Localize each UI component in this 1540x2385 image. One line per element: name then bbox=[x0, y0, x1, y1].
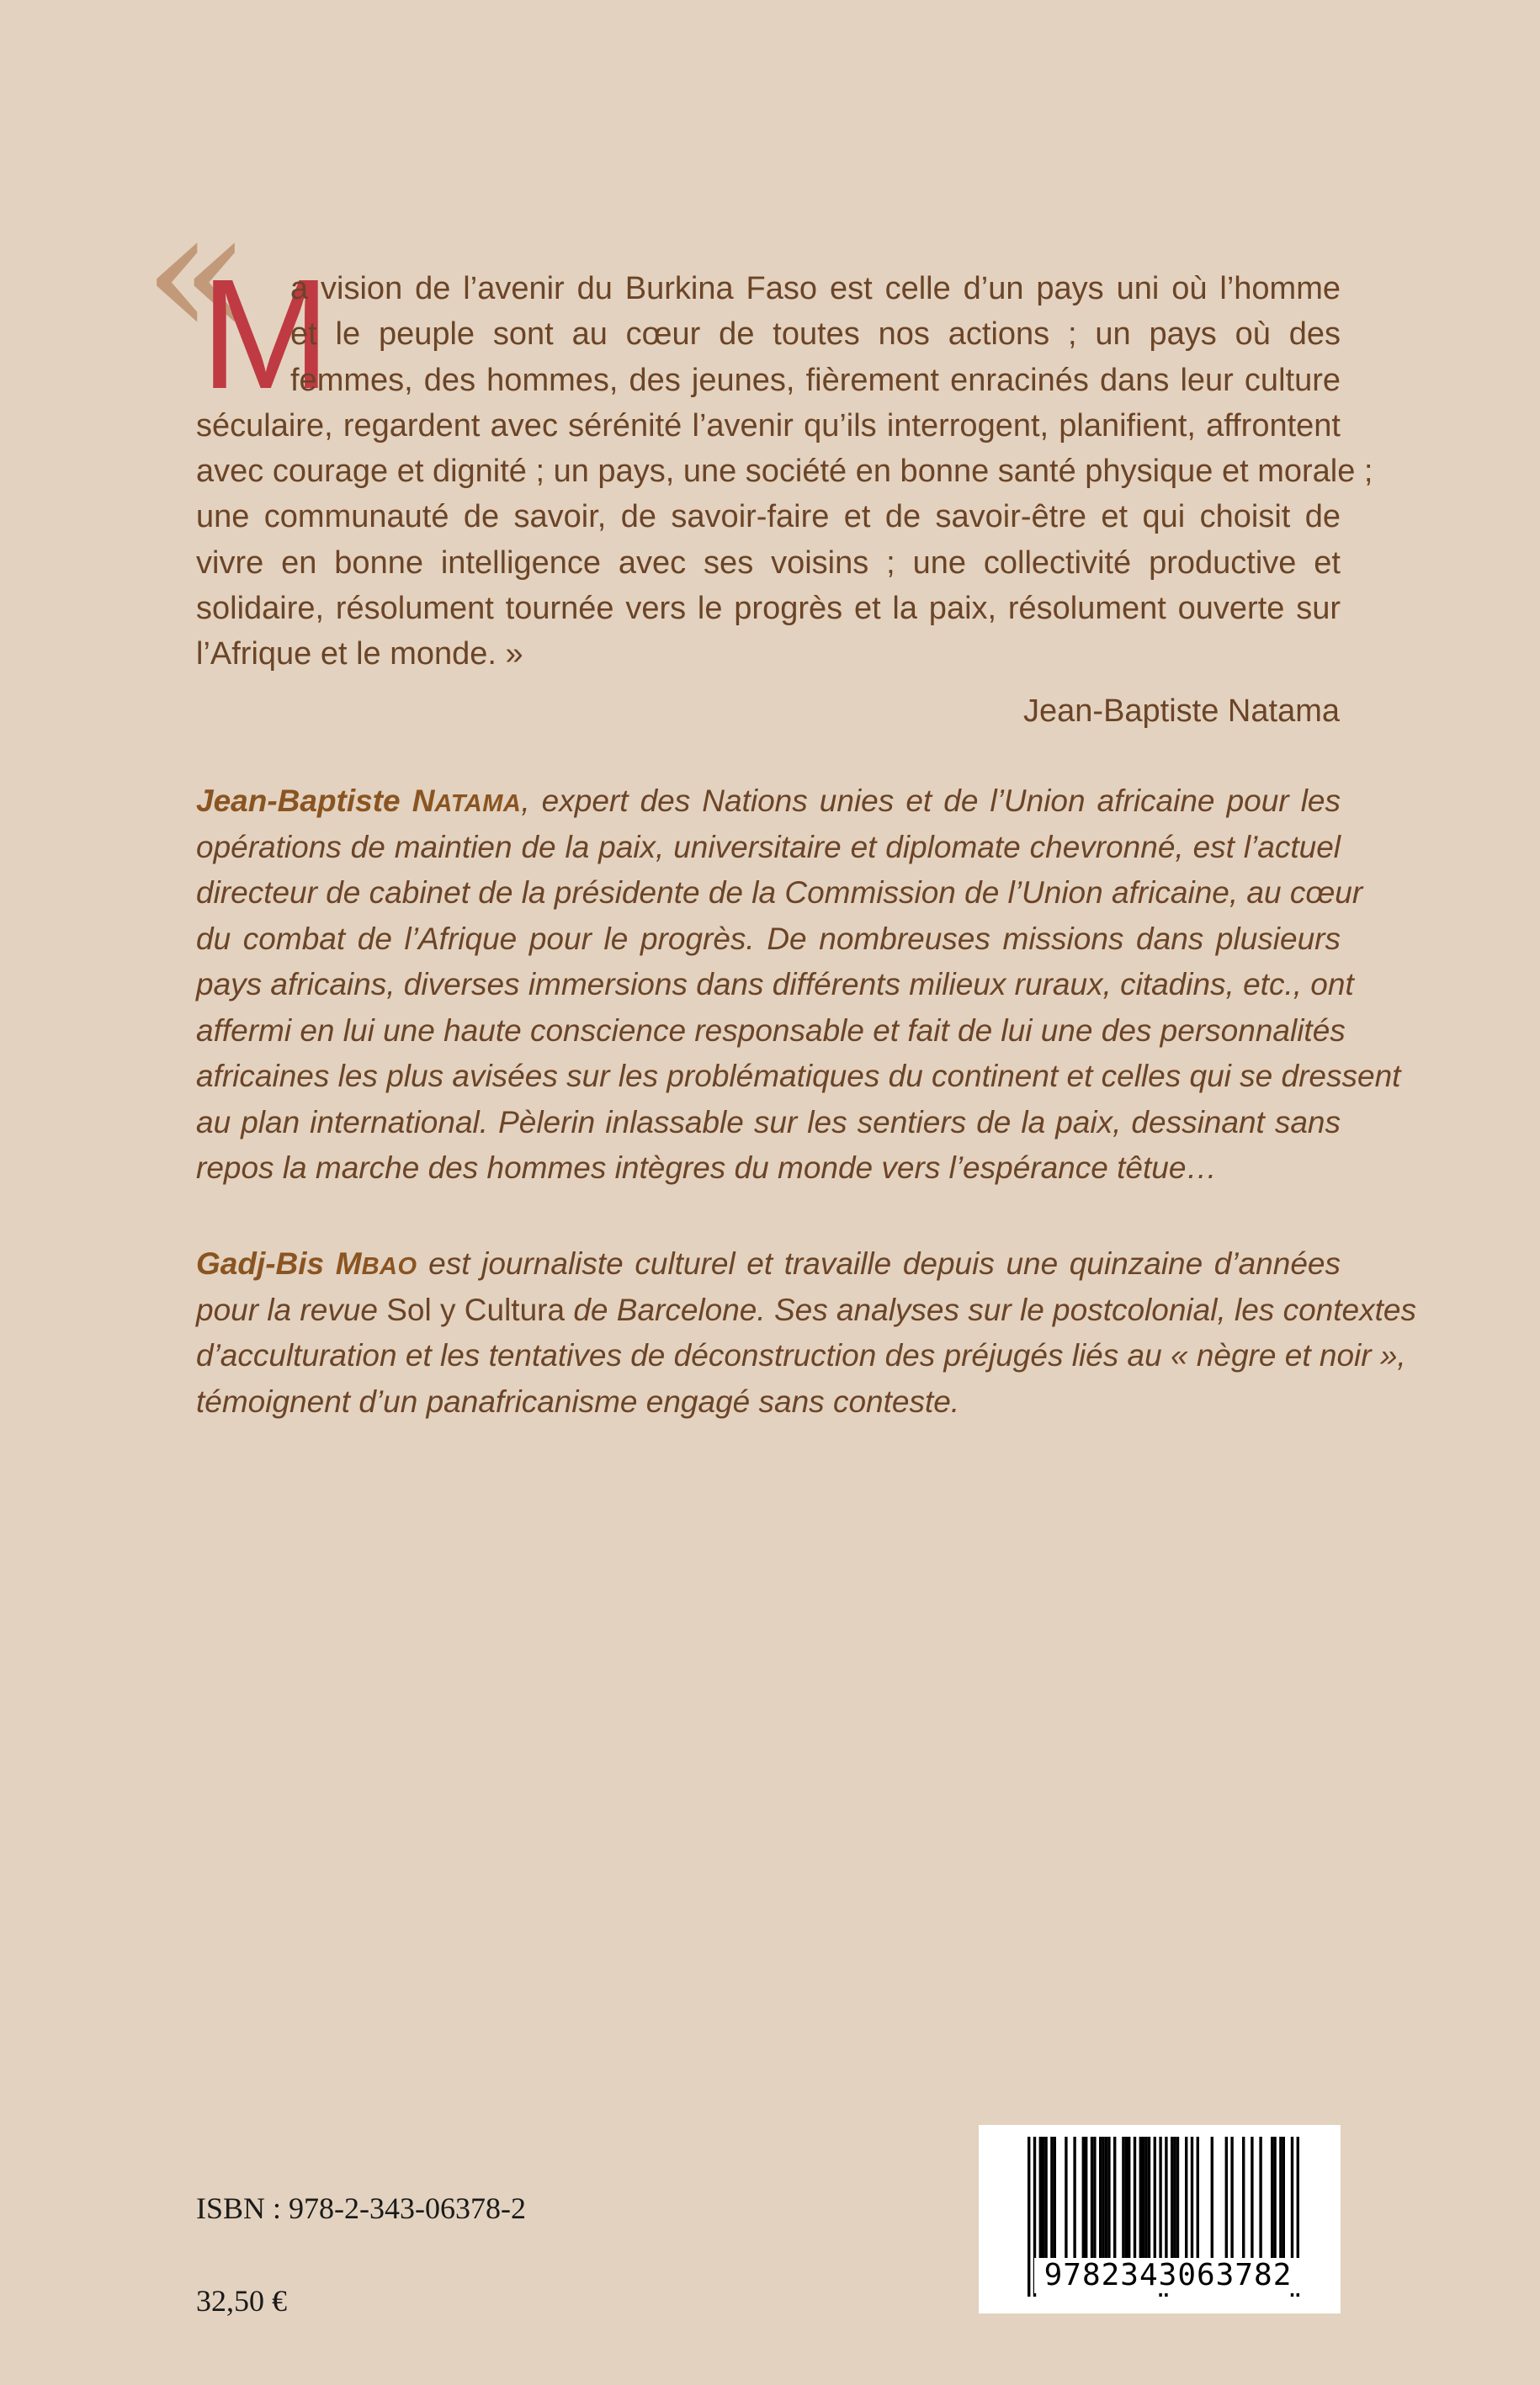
bio-line: Gadj-Bis MBAO est journaliste culturel et travaille depuis une quinzaine d’années bbox=[196, 1246, 1341, 1281]
barcode-bar bbox=[1171, 2137, 1173, 2263]
quote-attribution: Jean-Baptiste Natama bbox=[1023, 693, 1340, 729]
barcode-bar bbox=[1082, 2137, 1085, 2263]
price-text: 32,50 € bbox=[196, 2284, 287, 2318]
bio-line: repos la marche des hommes intègres du monde vers l’espérance têtue… bbox=[196, 1150, 1218, 1185]
quote-line: a vision de l’avenir du Burkina Faso est celle d’un pays uni où l’homme bbox=[290, 271, 1341, 306]
barcode-bar bbox=[1148, 2137, 1150, 2263]
barcode-bar bbox=[1197, 2137, 1199, 2263]
bio-line: Jean-Baptiste NATAMA, expert des Nations unies et de l’Union africaine pour les bbox=[196, 783, 1341, 818]
barcode-bar bbox=[1273, 2137, 1276, 2263]
opening-quote-mark: « bbox=[143, 170, 252, 376]
bio-line: témoignent d’un panafricanisme engagé sans conteste. bbox=[196, 1384, 960, 1419]
barcode-bar bbox=[1230, 2137, 1233, 2263]
quote-line: avec courage et dignité ; un pays, une société en bonne santé physique et morale ; bbox=[196, 454, 1373, 490]
barcode-bar bbox=[1128, 2137, 1130, 2263]
barcode-bar bbox=[1225, 2137, 1228, 2263]
quote-line: l’Afrique et le monde. » bbox=[196, 636, 523, 672]
author-bio-natama bbox=[196, 778, 1401, 1192]
barcode-bar bbox=[1105, 2137, 1107, 2263]
bio-line: pays africains, diverses immersions dans différents milieux ruraux, citadins, etc., ont bbox=[196, 967, 1354, 1001]
quote-line: une communauté de savoir, de savoir-faire et de savoir-être et qui choisit de bbox=[196, 499, 1341, 535]
barcode-bar bbox=[1091, 2137, 1093, 2263]
bio-line: africaines les plus avisées sur les problématiques du continent et celles qui se dressent bbox=[196, 1059, 1401, 1093]
barcode-bar bbox=[1139, 2137, 1142, 2263]
barcode bbox=[979, 2125, 1341, 2313]
isbn-text: ISBN : 978-2-343-06378-2 bbox=[196, 2191, 526, 2225]
barcode-bar bbox=[1102, 2137, 1104, 2263]
barcode-bar bbox=[1054, 2137, 1056, 2263]
barcode-bar bbox=[1073, 2137, 1075, 2263]
barcode-bar bbox=[1099, 2137, 1102, 2263]
barcode-bar bbox=[1125, 2137, 1128, 2263]
barcode-bar bbox=[1050, 2137, 1053, 2263]
bio-line: directeur de cabinet de la présidente de la Commission de l’Union africaine, au cœur bbox=[196, 875, 1363, 910]
barcode-bar bbox=[1211, 2137, 1213, 2263]
author-name: Gadj-Bis MBAO bbox=[196, 1246, 417, 1281]
barcode-bar bbox=[1122, 2137, 1124, 2263]
barcode-bar bbox=[1251, 2137, 1253, 2263]
barcode-bar bbox=[1134, 2137, 1136, 2263]
bio-line: pour la revue Sol y Cultura de Barcelone. Ses analyses sur le postcolonial, les contextes bbox=[196, 1292, 1416, 1327]
bio-line: du combat de l’Afrique pour le progrès. De nombreuses missions dans plusieurs bbox=[196, 921, 1341, 956]
quote-line: vivre en bonne intelligence avec ses voisins ; une collectivité productive et bbox=[196, 544, 1341, 581]
bio-line: affermi en lui une haute conscience responsable et fait de lui une des personnalités bbox=[196, 1012, 1346, 1048]
barcode-bar bbox=[1065, 2137, 1067, 2263]
author-bio-mbao bbox=[196, 1241, 1416, 1425]
barcode-bar bbox=[1042, 2137, 1044, 2263]
barcode-bar bbox=[1085, 2137, 1087, 2263]
bio-line: opérations de maintien de la paix, universitaire et diplomate chevronné, est l’actuel bbox=[196, 829, 1341, 864]
barcode-bar bbox=[1191, 2137, 1193, 2263]
barcode-bar bbox=[1176, 2137, 1179, 2263]
drop-cap-letter: M bbox=[200, 247, 331, 422]
barcode-bar bbox=[1144, 2137, 1147, 2263]
barcode-bar bbox=[1142, 2137, 1144, 2263]
bio-line: au plan international. Pèlerin inlassable sur les sentiers de la paix, dessinant sans bbox=[196, 1104, 1341, 1139]
barcode-bar bbox=[1154, 2137, 1156, 2263]
magazine-title: Sol y Cultura bbox=[386, 1292, 566, 1327]
barcode-bar bbox=[1093, 2137, 1096, 2263]
quote-block bbox=[196, 266, 1373, 677]
quote-line: séculaire, regardent avec sérénité l’avenir qu’ils interrogent, planifient, affrontent bbox=[196, 407, 1341, 444]
barcode-bar bbox=[1185, 2137, 1187, 2263]
barcode-bar bbox=[1044, 2137, 1047, 2263]
author-name: Jean-Baptiste NATAMA bbox=[196, 783, 522, 818]
quote-line: femmes, des hommes, des jeunes, fièrement enracinés dans leur culture bbox=[290, 362, 1341, 398]
barcode-bar bbox=[1107, 2137, 1110, 2263]
quote-line: solidaire, résolument tournée vers le progrès et la paix, résolument ouverte sur bbox=[196, 591, 1341, 627]
barcode-digits: 9782343063782 bbox=[1034, 2258, 1302, 2293]
barcode-bar bbox=[1279, 2137, 1282, 2263]
bio-line: d’acculturation et les tentatives de déconstruction des préjugés liés au « nègre et noir », bbox=[196, 1338, 1406, 1373]
barcode-bar bbox=[1113, 2137, 1116, 2263]
barcode-bar bbox=[1242, 2137, 1245, 2263]
barcode-bar bbox=[1259, 2137, 1261, 2263]
barcode-bar bbox=[1282, 2137, 1285, 2263]
barcode-bar bbox=[1039, 2137, 1042, 2263]
barcode-bar bbox=[1271, 2137, 1273, 2263]
barcode-bar bbox=[1028, 2137, 1030, 2297]
barcode-bar bbox=[1173, 2137, 1176, 2263]
quote-line: et le peuple sont au cœur de toutes nos actions ; un pays où des bbox=[290, 316, 1341, 353]
